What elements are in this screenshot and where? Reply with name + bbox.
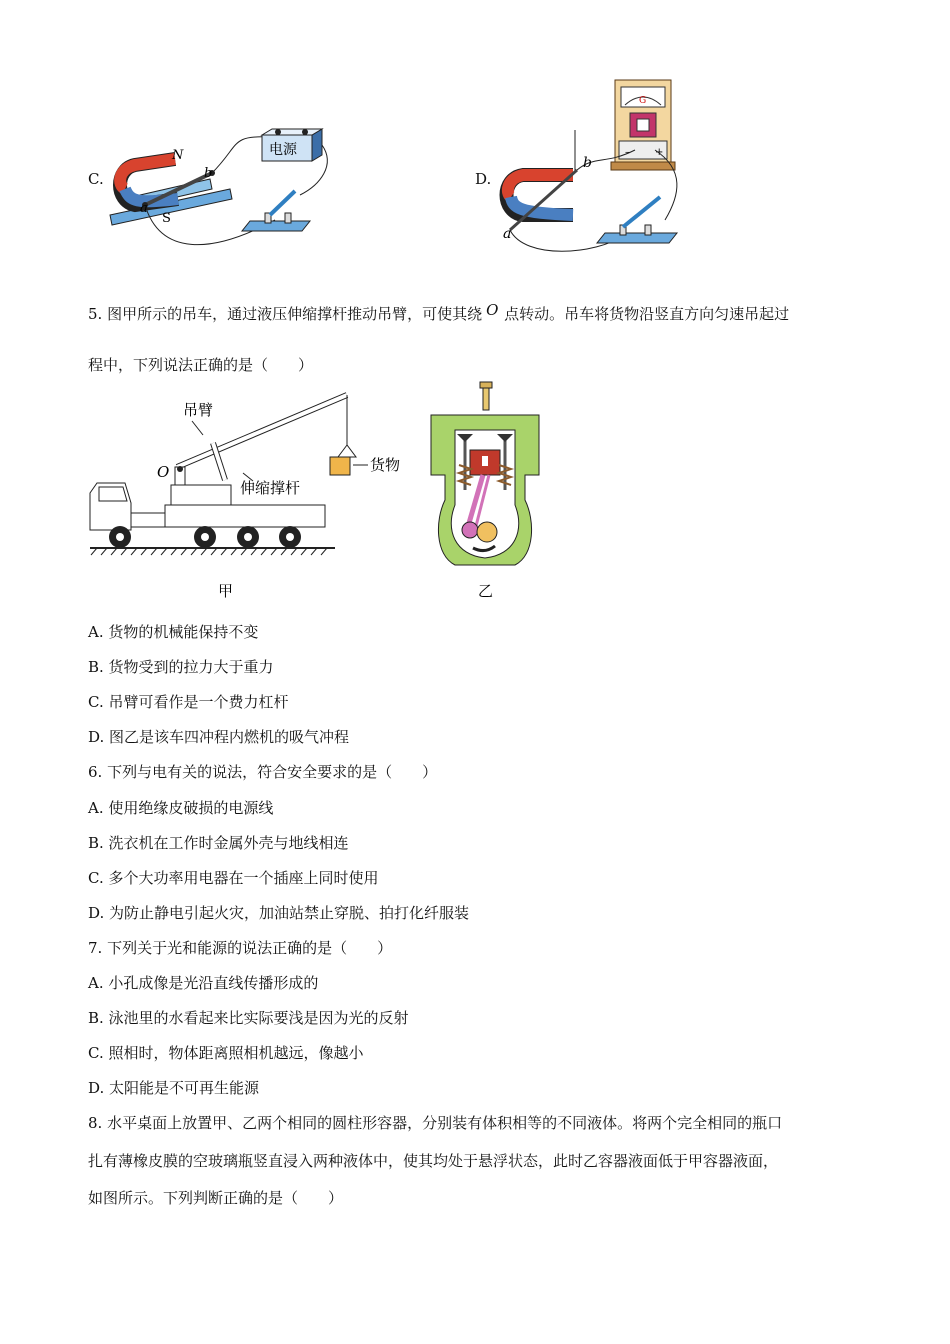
q8-stem-line-1: 8. 水平桌面上放置甲、乙两个相同的圆柱形容器，分别装有体积相等的不同液体。将两个完全相同的瓶口 [88, 1114, 783, 1132]
q5-stem-line-2: 程中，下列说法正确的是（ ） [88, 356, 314, 374]
q8-stem-line-2: 扎有薄橡皮膜的空玻璃瓶竖直浸入两种液体中，使其均处于悬浮状态，此时乙容器液面低于甲容器液面， [88, 1152, 779, 1170]
q5-option-c[interactable]: C. 吊臂可看作是一个费力杠杆 [88, 693, 289, 711]
rod-a-label-d: a [503, 226, 512, 242]
q7-option-d[interactable]: D. 太阳能是不可再生能源 [88, 1079, 260, 1097]
figure-c-circuit [100, 125, 340, 255]
rod-a-label: a [140, 201, 148, 216]
q5-option-d[interactable]: D. 图乙是该车四冲程内燃机的吸气冲程 [88, 728, 350, 746]
meter-plus-label: + [655, 147, 664, 158]
option-c-label: C. [88, 170, 104, 188]
q5-stem-line-1 [88, 303, 789, 324]
cargo-label: 货物 [370, 456, 401, 474]
figure-yi-caption: 乙 [478, 582, 494, 600]
q6-option-c[interactable]: C. 多个大功率用电器在一个插座上同时使用 [88, 869, 379, 887]
q7-option-c[interactable]: C. 照相时，物体距离照相机越远，像越小 [88, 1044, 364, 1062]
magnet-s-label: S [162, 211, 171, 226]
q8-stem-line-3: 如图所示。下列判断正确的是（ ） [88, 1189, 344, 1207]
figure-jia-crane-truck [85, 385, 425, 605]
meter-minus-label: – [625, 147, 630, 158]
q7-option-b[interactable]: B. 泳池里的水看起来比实际要浅是因为光的反射 [88, 1009, 409, 1027]
q5-option-b[interactable]: B. 货物受到的拉力大于重力 [88, 658, 274, 676]
q6-option-d[interactable]: D. 为防止静电引起火灾，加油站禁止穿脱、拍打化纤服装 [88, 904, 470, 922]
power-source-label: 电源 [269, 142, 297, 158]
q5-point-o: O [486, 301, 499, 319]
magnet-n-label: N [172, 148, 184, 163]
q6-option-b[interactable]: B. 洗衣机在工作时金属外壳与地线相连 [88, 834, 349, 852]
q7-option-a[interactable]: A. 小孔成像是光沿直线传播形成的 [88, 974, 319, 992]
q6-stem: 6. 下列与电有关的说法，符合安全要求的是（ ） [88, 763, 438, 781]
rod-b-label-d: b [583, 155, 592, 171]
q6-option-a[interactable]: A. 使用绝缘皮破损的电源线 [88, 799, 274, 817]
meter-scale-label: G [639, 96, 647, 106]
q5-stem-pre: 5. 图甲所示的吊车，通过液压伸缩撑杆推动吊臂，可使其绕 [88, 305, 483, 323]
figure-yi-engine [425, 380, 545, 605]
q7-stem: 7. 下列关于光和能源的说法正确的是（ ） [88, 939, 393, 957]
q5-stem-post: 点转动。吊车将货物沿竖直方向匀速吊起过 [504, 305, 790, 323]
boom-label: 吊臂 [183, 401, 214, 419]
strut-label: 伸缩撑杆 [240, 479, 301, 497]
figure-d-galvanometer [495, 75, 695, 255]
figure-jia-caption: 甲 [218, 582, 234, 600]
q5-option-a[interactable]: A. 货物的机械能保持不变 [88, 623, 259, 641]
option-d-label: D. [475, 170, 492, 188]
pivot-o-label: O [157, 463, 170, 481]
rod-b-label: b [204, 166, 213, 181]
